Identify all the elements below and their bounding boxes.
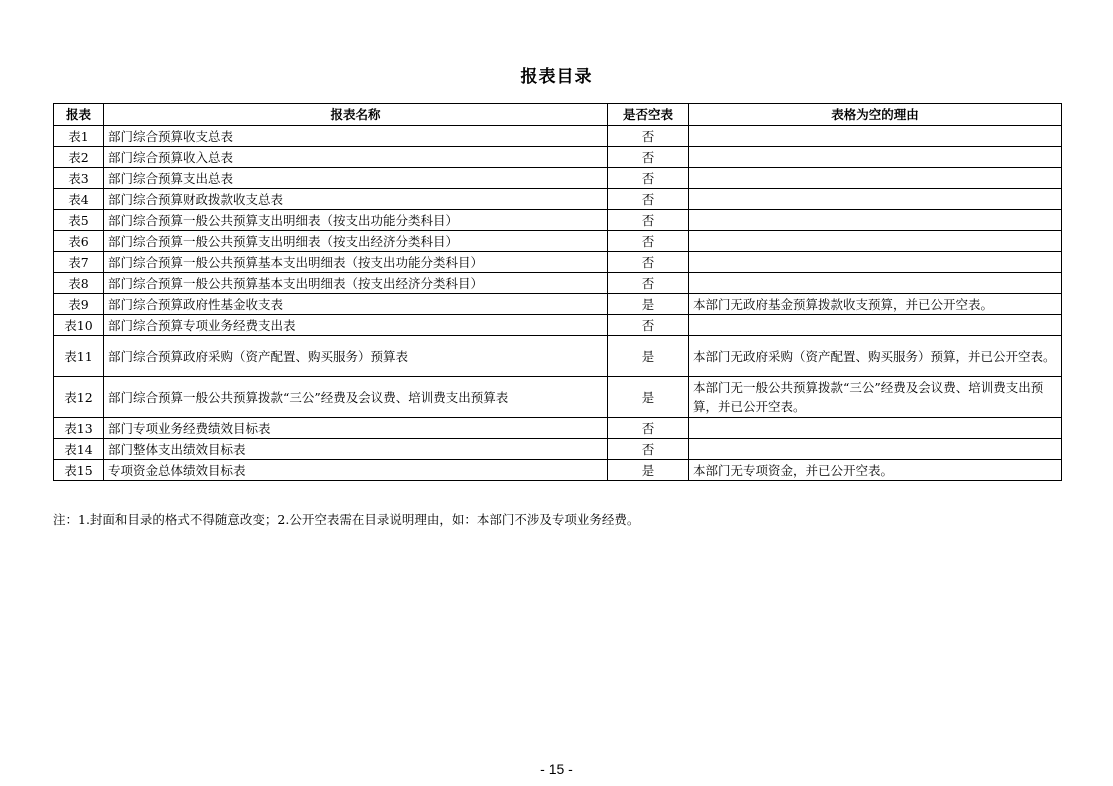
- table-row: [54, 315, 1062, 336]
- row-empty: 否: [608, 252, 689, 273]
- row-reason: [689, 418, 1062, 439]
- row-id: 表7: [54, 252, 104, 273]
- table-row: [54, 460, 1062, 481]
- row-name: 部门综合预算财政拨款收支总表: [104, 189, 608, 210]
- column-header-reason: 表格为空的理由: [689, 104, 1062, 126]
- row-empty: 否: [608, 147, 689, 168]
- row-reason: [689, 252, 1062, 273]
- table-row: [54, 231, 1062, 252]
- row-name: 部门综合预算收支总表: [104, 126, 608, 147]
- row-id: 表1: [54, 126, 104, 147]
- table-row: [54, 147, 1062, 168]
- row-reason: [689, 168, 1062, 189]
- row-empty: 否: [608, 210, 689, 231]
- row-reason: 本部门无一般公共预算拨款“三公”经费及会议费、培训费支出预算，并已公开空表。: [689, 377, 1062, 418]
- column-header-name: 报表名称: [104, 104, 608, 126]
- column-header-empty: 是否空表: [608, 104, 689, 126]
- row-reason: 本部门无政府采购（资产配置、购买服务）预算，并已公开空表。: [689, 336, 1062, 377]
- row-empty: 否: [608, 273, 689, 294]
- table-row: [54, 294, 1062, 315]
- table-row: [54, 126, 1062, 147]
- row-name: 部门综合预算一般公共预算支出明细表（按支出经济分类科目）: [104, 231, 608, 252]
- row-empty: 否: [608, 189, 689, 210]
- row-reason: 本部门无政府基金预算拨款收支预算，并已公开空表。: [689, 294, 1062, 315]
- row-name: 部门综合预算政府性基金收支表: [104, 294, 608, 315]
- footnote: 注：1.封面和目录的格式不得随意改变；2.公开空表需在目录说明理由，如：本部门不涉及专项业务经费。: [53, 512, 640, 527]
- row-empty: 否: [608, 439, 689, 460]
- row-reason: [689, 315, 1062, 336]
- row-reason: [689, 439, 1062, 460]
- row-name: 部门专项业务经费绩效目标表: [104, 418, 608, 439]
- row-id: 表4: [54, 189, 104, 210]
- row-name: 部门综合预算专项业务经费支出表: [104, 315, 608, 336]
- row-reason: 本部门无专项资金，并已公开空表。: [689, 460, 1062, 481]
- row-empty: 否: [608, 231, 689, 252]
- row-empty: 是: [608, 294, 689, 315]
- row-empty: 是: [608, 336, 689, 377]
- row-id: 表6: [54, 231, 104, 252]
- row-name: 部门综合预算一般公共预算基本支出明细表（按支出功能分类科目）: [104, 252, 608, 273]
- row-name: 部门综合预算一般公共预算拨款“三公”经费及会议费、培训费支出预算表: [104, 377, 608, 418]
- table-row: [54, 377, 1062, 418]
- row-empty: 是: [608, 460, 689, 481]
- row-reason: [689, 210, 1062, 231]
- row-id: 表13: [54, 418, 104, 439]
- row-id: 表15: [54, 460, 104, 481]
- row-empty: 是: [608, 377, 689, 418]
- page-title: 报表目录: [520, 67, 593, 87]
- row-name: 专项资金总体绩效目标表: [104, 460, 608, 481]
- row-name: 部门综合预算一般公共预算支出明细表（按支出功能分类科目）: [104, 210, 608, 231]
- row-name: 部门整体支出绩效目标表: [104, 439, 608, 460]
- row-id: 表2: [54, 147, 104, 168]
- row-id: 表5: [54, 210, 104, 231]
- table-row: [54, 273, 1062, 294]
- row-id: 表14: [54, 439, 104, 460]
- row-reason: [689, 126, 1062, 147]
- table-row: [54, 418, 1062, 439]
- table-header-row: [54, 104, 1062, 126]
- row-id: 表10: [54, 315, 104, 336]
- table-row: [54, 210, 1062, 231]
- row-reason: [689, 273, 1062, 294]
- row-id: 表3: [54, 168, 104, 189]
- row-empty: 否: [608, 126, 689, 147]
- row-name: 部门综合预算政府采购（资产配置、购买服务）预算表: [104, 336, 608, 377]
- row-empty: 否: [608, 315, 689, 336]
- table-row: [54, 189, 1062, 210]
- row-id: 表11: [54, 336, 104, 377]
- row-reason: [689, 231, 1062, 252]
- row-reason: [689, 147, 1062, 168]
- table-row: [54, 336, 1062, 377]
- column-header-id: 报表: [54, 104, 104, 126]
- row-empty: 否: [608, 418, 689, 439]
- row-name: 部门综合预算收入总表: [104, 147, 608, 168]
- report-catalog-table: [53, 103, 1062, 481]
- row-id: 表12: [54, 377, 104, 418]
- row-name: 部门综合预算一般公共预算基本支出明细表（按支出经济分类科目）: [104, 273, 608, 294]
- table-row: [54, 168, 1062, 189]
- row-reason: [689, 189, 1062, 210]
- table-row: [54, 439, 1062, 460]
- page-number: - 15 -: [540, 761, 573, 777]
- row-id: 表8: [54, 273, 104, 294]
- row-empty: 否: [608, 168, 689, 189]
- row-name: 部门综合预算支出总表: [104, 168, 608, 189]
- row-id: 表9: [54, 294, 104, 315]
- table-row: [54, 252, 1062, 273]
